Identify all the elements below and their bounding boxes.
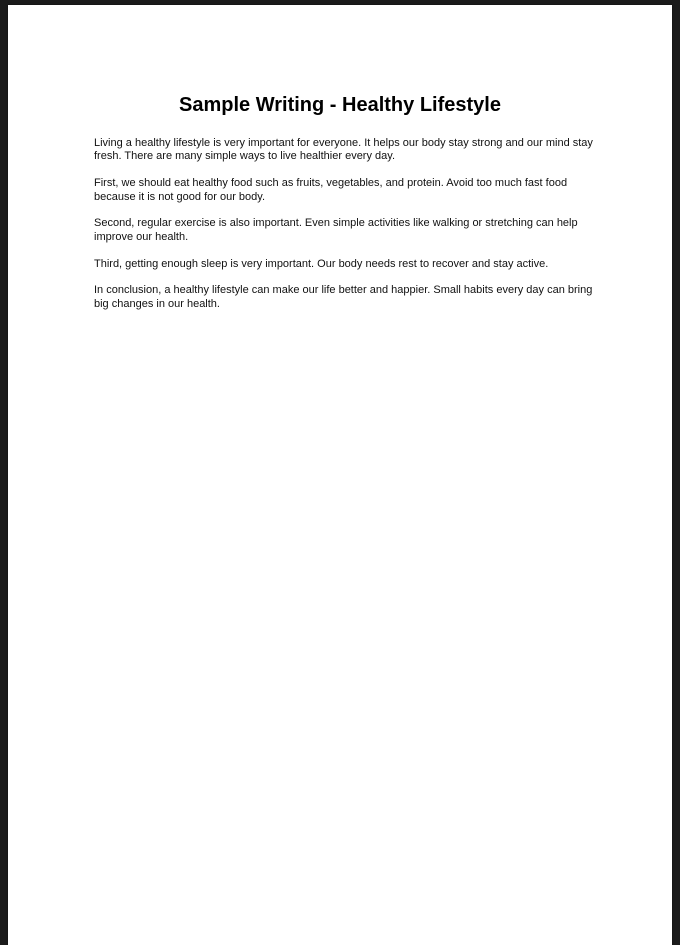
document-page <box>8 5 672 945</box>
paragraph-conclusion: In conclusion, a healthy lifestyle can make our life better and happier. Small habits every day can bring big changes in our health. <box>94 284 593 310</box>
document-title: Sample Writing - Healthy Lifestyle <box>179 94 501 116</box>
paragraph-exercise: Second, regular exercise is also important. Even simple activities like walking or stretching can help improve our health. <box>94 217 578 243</box>
document-body <box>94 137 594 325</box>
paragraph-introduction: Living a healthy lifestyle is very important for everyone. It helps our body stay strong and our mind stay fresh. There are many simple ways to live healthier every day. <box>94 137 593 163</box>
paragraph-healthy-food: First, we should eat healthy food such as fruits, vegetables, and protein. Avoid too much fast food because it is not good for our body. <box>94 177 568 203</box>
paragraph-sleep: Third, getting enough sleep is very important. Our body needs rest to recover and stay active. <box>94 257 549 270</box>
